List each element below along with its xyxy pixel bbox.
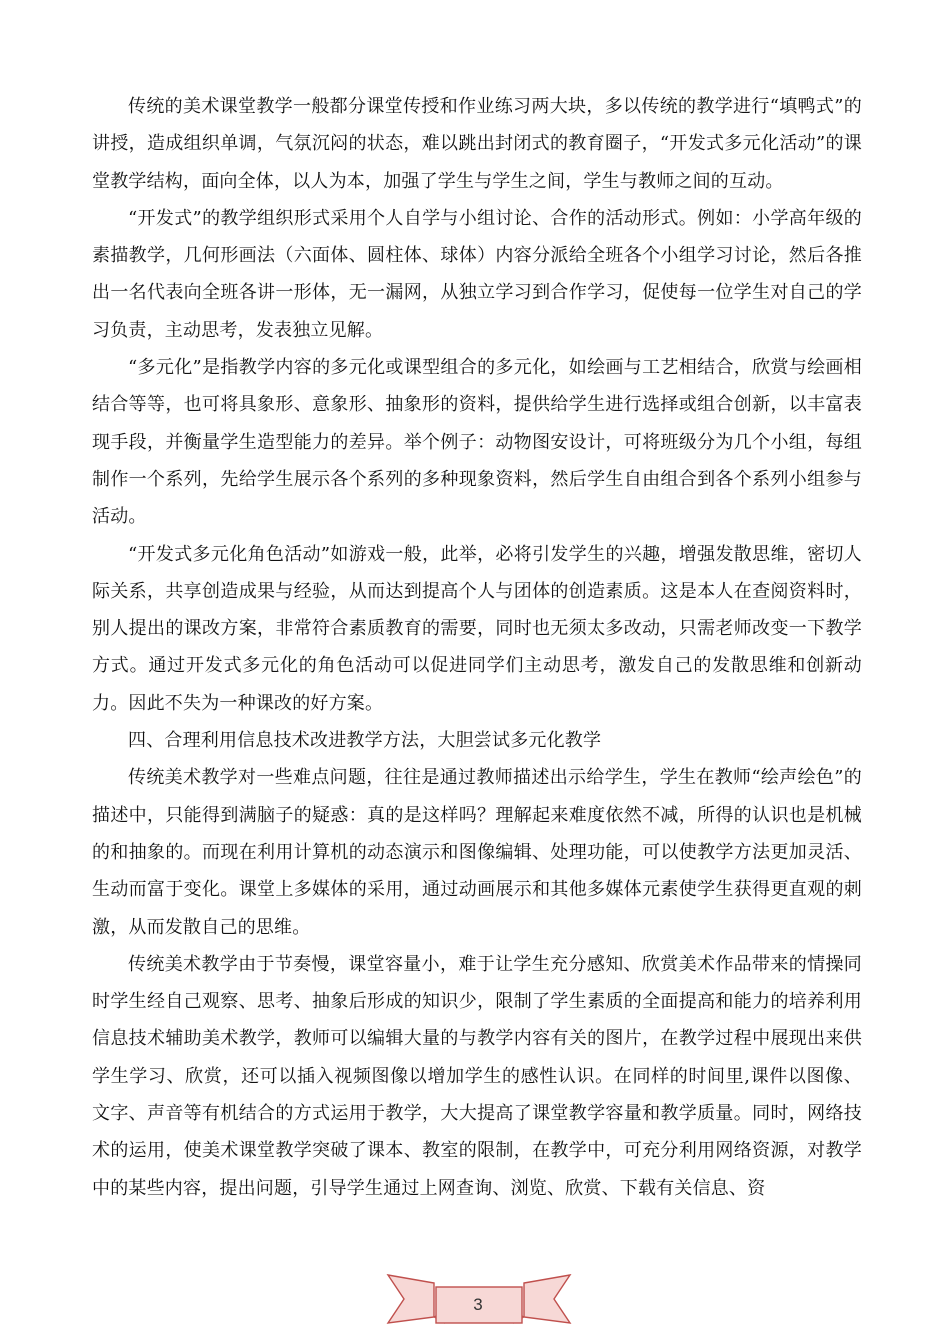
- page-number: 3: [473, 1295, 483, 1314]
- paragraph: 传统的美术课堂教学一般都分课堂传授和作业练习两大块，多以传统的教学进行“填鸭式”的讲授，造成组织单调，气氛沉闷的状态，难以跳出封闭式的教育圈子，“开发式多元化活动”的课堂教学结构，面向全体，以人为本，加强了学生与学生之间，学生与教师之间的互动。: [92, 96, 862, 192]
- body-text: [92, 88, 862, 1207]
- paragraph: “多元化”是指教学内容的多元化或课型组合的多元化，如绘画与工艺相结合，欣赏与绘画相结合等等，也可将具象形、意象形、抽象形的资料，提供给学生进行选择或组合创新，以丰富表现手段，并衡量学生造型能力的差异。举个例子：动物图安设计，可将班级分为几个小组，每组制作一个系列，先给学生展示各个系列的多种现象资料，然后学生自由组合到各个系列小组参与活动。: [92, 357, 862, 528]
- paragraph: “开发式”的教学组织形式采用个人自学与小组讨论、合作的活动形式。例如：小学高年级的素描教学，几何形画法（六面体、圆柱体、球体）内容分派给全班各个小组学习讨论，然后各推出一名代表向全班各讲一形体，无一漏网，从独立学习到合作学习，促使每一位学生对自己的学习负责，主动思考，发表独立见解。: [92, 207, 862, 341]
- page-footer: [384, 1265, 574, 1339]
- paragraph: “开发式多元化角色活动”如游戏一般，此举，必将引发学生的兴趣，增强发散思维，密切人际关系，共享创造成果与经验，从而达到提高个人与团体的创造素质。这是本人在查阅资料时，别人提出的课改方案，非常符合素质教育的需要，同时也无须太多改动，只需老师改变一下教学方式。通过开发式多元化的角色活动可以促进同学们主动思考，激发自己的发散思维和创新动力。因此不失为一种课改的好方案。: [92, 543, 862, 714]
- paragraph: 传统美术教学由于节奏慢，课堂容量小，难于让学生充分感知、欣赏美术作品带来的情操同时学生经自己观察、思考、抽象后形成的知识少，限制了学生素质的全面提高和能力的培养利用信息技术辅助美术教学，教师可以编辑大量的与教学内容有关的图片，在教学过程中展现出来供学生学习、欣赏，还可以插入视频图像以增加学生的感性认识。在同样的时间里,课件以图像、文字、声音等有机结合的方式运用于教学，大大提高了课堂教学容量和教学质量。同时，网络技术的运用，使美术课堂教学突破了课本、教室的限制，在教学中，可充分利用网络资源，对教学中的某些内容，提出问题，引导学生通过上网查询、浏览、欣赏、下载有关信息、资: [92, 953, 862, 1199]
- section-heading: 四、合理利用信息技术改进教学方法，大胆尝试多元化教学: [128, 730, 602, 752]
- paragraph: 传统美术教学对一些难点问题，往往是通过教师描述出示给学生，学生在教师“绘声绘色”的描述中，只能得到满脑子的疑惑：真的是这样吗？理解起来难度依然不减，所得的认识也是机械的和抽象的。而现在利用计算机的动态演示和图像编辑、处理功能，可以使教学方法更加灵活、生动而富于变化。课堂上多媒体的采用，通过动画展示和其他多媒体元素使学生获得更直观的刺激，从而发散自己的思维。: [92, 767, 862, 938]
